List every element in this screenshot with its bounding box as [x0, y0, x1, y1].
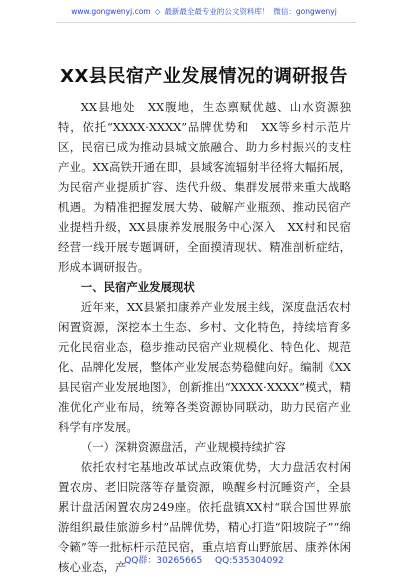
- document-title: XX县民宿产业发展情况的调研报告: [60, 66, 348, 87]
- qq-group-label: QQ群：30265665: [124, 556, 203, 566]
- site-slogan: 最新最全最专业的公文资料库！: [164, 6, 270, 16]
- section-heading: 一、民宿产业发展现状: [80, 280, 195, 294]
- document-body: [58, 97, 351, 577]
- site-header-bar: [0, 0, 408, 22]
- qq-label: QQ:535304092: [215, 556, 284, 566]
- header-separator: ◇: [154, 6, 161, 16]
- subsection-heading: （一）深耕资源盘活，产业规模持续扩容: [80, 440, 286, 454]
- status-paragraph: 近年来，XX县紧扣康养产业发展主线，深度盘活农村闲置资源，深挖本土生态、乡村、文化特色，持续培育多元化民宿业态，稳步推动民宿产业规模化、特色化、规范化、品牌化发展，整体产业发展态势稳健向好。编制《XX县民宿产业发展地图》，创新推出“XXXX·XXXX”模式，精准优化产业布局，统筹各类资源协同联动，助力民宿产业科学有序发展。: [58, 300, 351, 434]
- intro-paragraph: XX县地处 XX腹地，生态禀赋优越、山水资源独特，依托“XXXX·XXXX”品牌优势和 XX等乡村示范片区，民宿已成为推动县城文旅融合、助力乡村振兴的支柱产业。XX高铁开通在即，县域客流辐射半径将大幅拓展，为民宿产业提质扩容、迭代升级、集群发展带来重大战略机遇。为精准把握发展大势、破解产业瓶颈、推动民宿产业提档升级，XX县康养发展服务中心深入 XX村和民宿经营一线开展专题调研，全面摸清现状、精准剖析症结，形成本调研报告。: [58, 100, 351, 274]
- footer-contacts: [0, 553, 408, 566]
- site-url-link[interactable]: www.gongwenyj.com: [71, 6, 151, 16]
- header-divider: [56, 22, 356, 23]
- wechat-id: 微信：gongwenyj: [273, 6, 337, 16]
- resource-paragraph: 依托农村宅基地改革试点政策优势，大力盘活农村闲置农房、老旧院落等存量资源，唤醒乡村沉睡资产，全县累计盘活闲置农房249座。依托盘镇XX村“联合国世界旅游组织最佳旅游乡村”品牌优势，精心打造“阳坡院子”“绵令籁”等一批标杆示范民宿，重点培育山野旅居、康养休闲核心业态，产: [58, 460, 351, 574]
